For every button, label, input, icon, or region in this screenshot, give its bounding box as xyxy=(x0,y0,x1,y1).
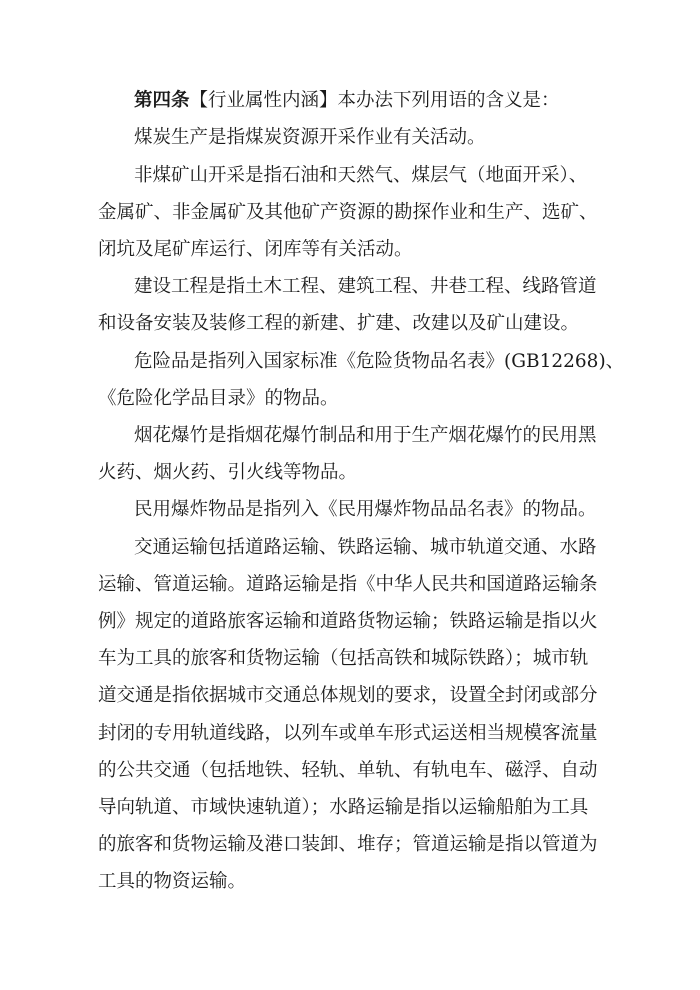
text-line: 的公共交通（包括地铁、轻轨、单轨、有轨电车、磁浮、自动 xyxy=(98,760,598,781)
text-line: 非煤矿山开采是指石油和天然气、煤层气（地面开采）、 xyxy=(134,165,588,186)
text-line: 火药、烟火药、引火线等物品。 xyxy=(98,462,358,483)
article-intro: 本办法下列用语的含义是： xyxy=(337,90,560,111)
text-line: 《危险化学品目录》的物品。 xyxy=(98,388,339,409)
text-line: 烟花爆竹是指烟花爆竹制品和用于生产烟花爆竹的民用黑 xyxy=(134,425,597,446)
text-line: 例》规定的道路旅客运输和道路货物运输；铁路运输是指以火 xyxy=(98,611,598,632)
text-line: 的旅客和货物运输及港口装卸、堆存；管道运输是指以管道为 xyxy=(98,834,598,855)
text-line: 运输、管道运输。道路运输是指《中华人民共和国道路运输条 xyxy=(98,574,598,595)
text-line: 闭坑及尾矿库运行、闭库等有关活动。 xyxy=(98,239,413,260)
text-line: 车为工具的旅客和货物运输（包括高铁和城际铁路）；城市轨 xyxy=(98,648,589,669)
text-line: 封闭的专用轨道线路，以列车或单车形式运送相当规模客流量 xyxy=(98,723,598,744)
article-heading-line xyxy=(134,92,700,111)
text-line: 道交通是指依据城市交通总体规划的要求，设置全封闭或部分 xyxy=(98,685,598,706)
article-title: 【行业属性内涵】 xyxy=(189,90,338,111)
article-number: 第四条 xyxy=(134,90,190,111)
text-line: 导向轨道、市域快速轨道）；水路运输是指以运输船舶为工具 xyxy=(98,797,589,818)
text-line: 和设备安装及装修工程的新建、扩建、改建以及矿山建设。 xyxy=(98,313,580,334)
text-line: 工具的物资运输。 xyxy=(98,871,247,892)
text-line: 煤炭生产是指煤炭资源开采作业有关活动。 xyxy=(134,127,486,148)
text-line: 建设工程是指土木工程、建筑工程、井巷工程、线路管道 xyxy=(134,276,597,297)
text-line: 交通运输包括道路运输、铁路运输、城市轨道交通、水路 xyxy=(134,537,597,558)
text-line: 金属矿、非金属矿及其他矿产资源的勘探作业和生产、选矿、 xyxy=(98,202,598,223)
text-line: 民用爆炸物品是指列入《民用爆炸物品品名表》的物品。 xyxy=(134,499,597,520)
text-line: 危险品是指列入国家标准《危险货物品名表》(GB12268)、 xyxy=(134,351,625,372)
